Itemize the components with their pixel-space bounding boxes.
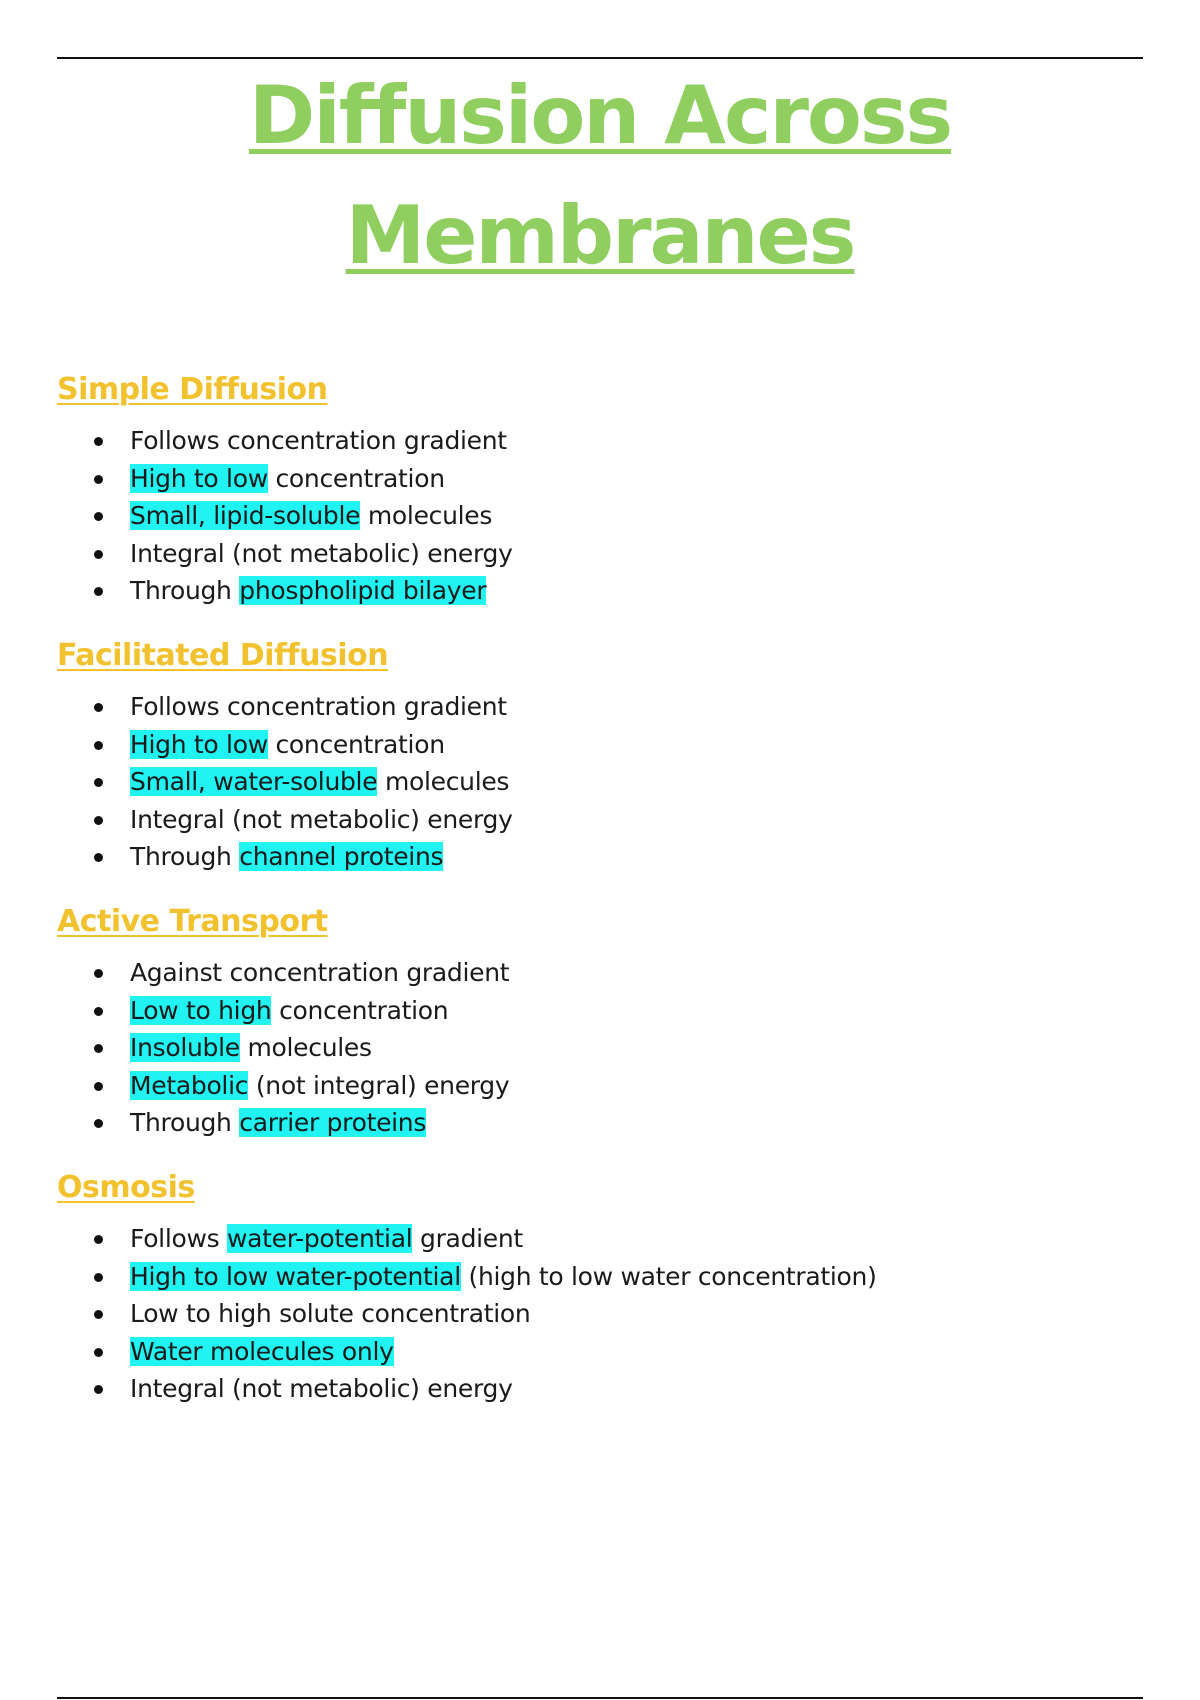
list-item (57, 1220, 1057, 1258)
item-text: (high to low water concentration) (460, 1261, 877, 1291)
list-item (57, 1370, 1057, 1408)
bullet-list (57, 1220, 1057, 1408)
item-text: Follows concentration gradient (130, 692, 507, 721)
item-text: Follows (130, 1224, 227, 1253)
item-text: Through (130, 1108, 240, 1137)
section-active-transport (57, 902, 1057, 1142)
list-item (57, 954, 1057, 992)
bullet-dot-icon (94, 550, 103, 559)
item-text: Through (130, 842, 240, 871)
section-osmosis (57, 1168, 1057, 1408)
highlighted-text: Insoluble (130, 1033, 240, 1062)
highlighted-text: water-potential (227, 1224, 413, 1253)
list-item (57, 1333, 1057, 1371)
highlighted-text: High to low (130, 729, 268, 759)
bullet-dot-icon (94, 969, 103, 978)
bullet-dot-icon (94, 1082, 103, 1091)
highlighted-text: Metabolic (130, 1070, 249, 1100)
section-simple-diffusion (57, 370, 1057, 610)
highlighted-text: Small, lipid-soluble (130, 501, 361, 530)
section-heading: Osmosis (57, 1170, 195, 1205)
bullet-dot-icon (94, 778, 103, 787)
list-item (57, 838, 1057, 876)
list-item (57, 763, 1057, 801)
bottom-rule (57, 1697, 1143, 1699)
item-text: molecules (360, 501, 493, 530)
bullet-dot-icon (94, 1310, 103, 1319)
list-item (57, 992, 1057, 1030)
bullet-dot-icon (94, 475, 103, 484)
item-text: (not integral) energy (248, 1070, 510, 1100)
bullet-list (57, 954, 1057, 1142)
item-text: Through (130, 576, 240, 605)
list-item (57, 1295, 1057, 1333)
highlighted-text: High to low water-potential (130, 1261, 461, 1291)
bullet-dot-icon (94, 1385, 103, 1394)
item-text: Integral (not metabolic) energy (130, 1374, 513, 1403)
list-item (57, 1029, 1057, 1067)
section-facilitated-diffusion (57, 636, 1057, 876)
highlighted-text: channel proteins (239, 842, 444, 871)
list-item (57, 497, 1057, 535)
bullet-list (57, 422, 1057, 610)
bullet-dot-icon (94, 816, 103, 825)
bullet-dot-icon (94, 587, 103, 596)
list-item (57, 726, 1057, 764)
item-text: concentration (267, 729, 445, 759)
list-item (57, 1258, 1057, 1296)
highlighted-text: Water molecules only (130, 1336, 394, 1366)
bullet-dot-icon (94, 1044, 103, 1053)
list-item (57, 688, 1057, 726)
section-heading: Active Transport (57, 904, 328, 939)
list-item (57, 535, 1057, 573)
bullet-list (57, 688, 1057, 876)
item-text: concentration (271, 995, 449, 1025)
list-item (57, 572, 1057, 610)
bullet-dot-icon (94, 1348, 103, 1357)
bullet-dot-icon (94, 741, 103, 750)
bullet-dot-icon (94, 1007, 103, 1016)
list-item (57, 1104, 1057, 1142)
highlighted-text: carrier proteins (239, 1108, 427, 1137)
section-heading: Facilitated Diffusion (57, 638, 389, 673)
list-item (57, 460, 1057, 498)
bullet-dot-icon (94, 1119, 103, 1128)
title-line-1: Diffusion Across (248, 69, 952, 162)
item-text: Integral (not metabolic) energy (130, 804, 513, 834)
title-line-2: Membranes (345, 189, 855, 282)
bullet-dot-icon (94, 853, 103, 862)
item-text: Follows concentration gradient (130, 426, 507, 455)
bullet-dot-icon (94, 1273, 103, 1282)
section-heading: Simple Diffusion (57, 372, 328, 407)
bullet-dot-icon (94, 512, 103, 521)
highlighted-text: High to low (130, 463, 268, 493)
list-item (57, 801, 1057, 839)
item-text: Low to high solute concentration (130, 1299, 531, 1328)
item-text: molecules (239, 1033, 372, 1062)
item-text: Against concentration gradient (130, 958, 510, 987)
list-item (57, 1067, 1057, 1105)
bullet-dot-icon (94, 703, 103, 712)
item-text: Integral (not metabolic) energy (130, 538, 513, 568)
item-text: concentration (267, 463, 445, 493)
list-item (57, 422, 1057, 460)
item-text: molecules (377, 767, 510, 796)
highlighted-text: Low to high (130, 995, 272, 1025)
item-text: gradient (412, 1224, 523, 1253)
bullet-dot-icon (94, 1235, 103, 1244)
highlighted-text: Small, water-soluble (130, 767, 378, 796)
bullet-dot-icon (94, 437, 103, 446)
page-title (0, 56, 1200, 296)
highlighted-text: phospholipid bilayer (239, 576, 487, 605)
